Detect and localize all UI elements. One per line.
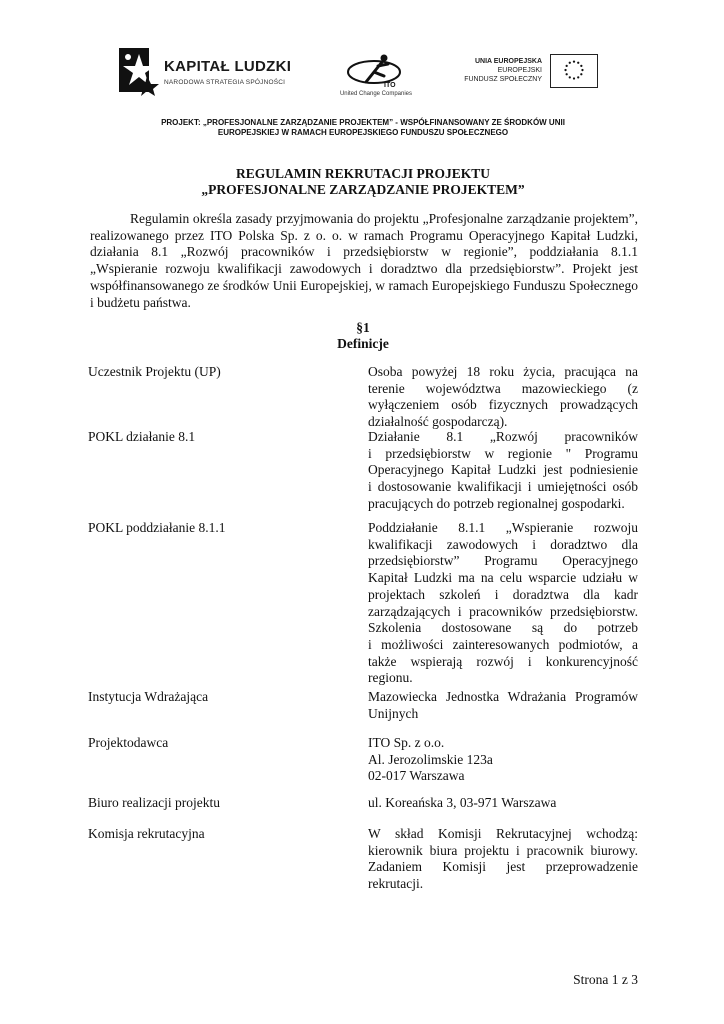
- eu-line1: UNIA EUROPEJSKA: [474, 58, 542, 65]
- definition-line: także wspierają rozwój i konkurencyjność: [368, 653, 638, 669]
- definition-line: terenie województwa mazowieckiego (z: [368, 380, 638, 396]
- section-number: §1: [356, 320, 370, 335]
- intro-line: współfinansowanego ze środków Unii Europejskiej, w ramach Europejskiego Funduszu Społecznego: [90, 277, 638, 293]
- definition-line: Al. Jerozolimskie 123a: [368, 751, 493, 767]
- eu-line2: EUROPEJSKI: [497, 67, 542, 74]
- document-title: [90, 166, 636, 198]
- definition-term: Projektodawca: [88, 735, 169, 750]
- definition-line: i przedsiębiorstw w regionie " Programu: [368, 445, 638, 461]
- ito-label: ITO: [384, 82, 396, 88]
- definition-line: projektach szkoleń i doradztwa dla kadr: [368, 586, 638, 602]
- definition-description: [368, 795, 638, 812]
- kapital-ludzki-logo: [117, 46, 307, 98]
- definition-line: regionu.: [368, 670, 413, 686]
- definition-line: ul. Koreańska 3, 03-971 Warszawa: [368, 795, 557, 810]
- section-title: Definicje: [337, 336, 389, 351]
- intro-paragraph: [90, 211, 638, 311]
- definition-line: Osoba powyżej 18 roku życia, pracująca na: [368, 364, 638, 379]
- section-heading: [90, 320, 636, 352]
- title-line2: „PROFESJONALNE ZARZĄDZANIE PROJEKTEM”: [201, 182, 525, 197]
- definition-description: [368, 826, 638, 893]
- definition-term: Komisja rekrutacyjna: [88, 826, 205, 841]
- eu-line3: FUNDUSZ SPOŁECZNY: [464, 76, 542, 83]
- ito-logo: [336, 52, 416, 102]
- definition-line: zarządzających i pracowników przedsiębiorstw.: [368, 603, 638, 619]
- definition-line: wyłączeniem osób fizycznych prowadzących: [368, 397, 638, 413]
- kapital-ludzki-title: KAPITAŁ LUDZKI: [164, 58, 292, 75]
- definition-line: przedsiębiorstw” Programu Operacyjnego: [368, 553, 638, 569]
- definition-description: [368, 689, 638, 722]
- definition-line: ITO Sp. z o.o.: [368, 735, 445, 750]
- ito-figure-icon: [344, 52, 408, 88]
- intro-line: i budżetu państwa.: [90, 294, 191, 310]
- definition-term: Instytucja Wdrażająca: [88, 689, 209, 704]
- definition-line: Kapitał Ludzki ma na celu wsparcie udziału w: [368, 570, 638, 586]
- page-number: Strona 1 z 3: [573, 972, 638, 987]
- intro-line: realizowanego przez ITO Polska Sp. z o. o. w ramach Programu Operacyjnego Kapitał Ludzki,: [90, 227, 638, 243]
- definition-line: 02-017 Warszawa: [368, 768, 465, 784]
- eu-flag-icon: [550, 54, 598, 88]
- definition-term: POKL działanie 8.1: [88, 429, 196, 444]
- definition-term: POKL poddziałanie 8.1.1: [88, 520, 226, 535]
- definition-description: [368, 520, 638, 687]
- intro-line: Regulamin określa zasady przyjmowania do projektu „Profesjonalne zarządzanie projektem”,: [130, 211, 638, 226]
- definition-line: pracujących do potrzeb regionalnej gospodarki.: [368, 495, 625, 511]
- definition-line: Unijnych: [368, 705, 419, 721]
- definition-description: [368, 429, 638, 513]
- project-banner-line1: PROJEKT: „PROFESJONALNE ZARZĄDZANIE PROJEKTEM” - WSPÓŁFINANSOWANY ZE ŚRODKÓW UNII: [161, 118, 565, 127]
- definition-line: i możliwości zainteresowanych podmiotów, a: [368, 636, 638, 652]
- definition-line: kwalifikacji zawodowych i doradztwo dla: [368, 536, 638, 552]
- definition-line: Szkolenia dostosowane są do potrzeb: [368, 620, 638, 636]
- definition-line: kierownik biura projektu i pracownik biurowy.: [368, 842, 638, 858]
- definition-line: działalność gospodarczą).: [368, 414, 508, 430]
- intro-line: „Wspieranie rozwoju kwalifikacji zawodowych i doradztwo dla przedsiębiorstw”. Projekt jest: [90, 261, 638, 277]
- definition-term: Biuro realizacji projektu: [88, 795, 220, 810]
- title-line1: REGULAMIN REKRUTACJI PROJEKTU: [235, 166, 490, 181]
- definition-line: Działanie 8.1 „Rozwój pracowników: [368, 429, 638, 444]
- eu-text: [460, 57, 542, 84]
- definition-line: Poddziałanie 8.1.1 „Wspieranie rozwoju: [368, 520, 638, 535]
- kapital-ludzki-star-icon: [117, 46, 161, 96]
- definition-line: i dostosowanie kwalifikacji i umiejętności osób: [368, 479, 638, 495]
- ito-subtitle: United Change Companies: [339, 91, 413, 97]
- definition-term: Uczestnik Projektu (UP): [88, 364, 221, 379]
- kapital-ludzki-subtitle: NARODOWA STRATEGIA SPÓJNOŚCI: [164, 79, 286, 86]
- definition-line: Mazowiecka Jednostka Wdrażania Programów: [368, 689, 638, 704]
- project-banner-line2: EUROPEJSKIEJ W RAMACH EUROPEJSKIEGO FUNDUSZU SPOŁECZNEGO: [217, 128, 509, 137]
- definition-line: W skład Komisji Rekrutacyjnej wchodzą:: [368, 826, 638, 841]
- definition-description: [368, 735, 638, 785]
- definition-line: Zadaniem Komisji jest przeprowadzenie: [368, 859, 638, 875]
- project-banner: [90, 118, 636, 138]
- definition-line: Operacyjnego Kapitał Ludzki jest podniesienie: [368, 462, 638, 478]
- definition-description: [368, 364, 638, 431]
- intro-line: działania 8.1 „Rozwój pracowników i przedsiębiorstw w regionie”, poddziałania 8.1.1: [90, 244, 638, 260]
- definition-line: rekrutacji.: [368, 876, 424, 892]
- eu-logo: [460, 54, 610, 94]
